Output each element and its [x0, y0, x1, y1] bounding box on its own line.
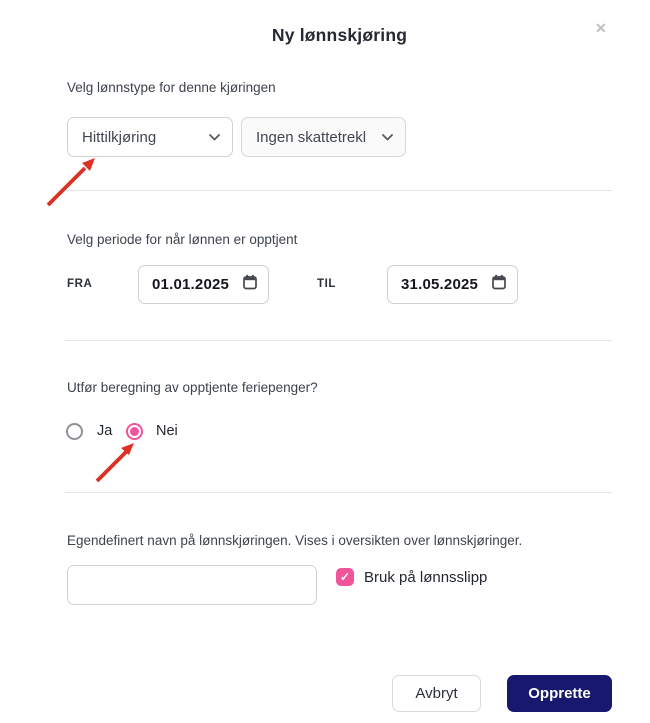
to-label: TIL	[317, 278, 337, 290]
salary-type-label: Velg lønnstype for denne kjøringen	[67, 80, 276, 95]
salary-type-select-value: Hittilkjøring	[82, 128, 157, 146]
radio-ja-label[interactable]: Ja	[97, 423, 113, 439]
holiday-pay-label: Utfør beregning av opptjente feriepenger?	[67, 380, 318, 395]
from-label: FRA	[67, 278, 93, 290]
close-icon[interactable]: ✕	[595, 20, 607, 36]
cancel-button[interactable]: Avbryt	[392, 675, 481, 712]
radio-nei-label[interactable]: Nei	[156, 423, 178, 439]
chevron-down-icon	[209, 128, 220, 146]
tax-deduction-select-value: Ingen skattetrekl	[256, 128, 367, 146]
payslip-checkbox-label[interactable]: Bruk på lønnsslipp	[364, 569, 488, 586]
radio-selected-dot	[130, 427, 139, 436]
custom-name-label: Egendefinert navn på lønnskjøringen. Vises i oversikten over lønnskjøringer.	[67, 533, 523, 548]
calendar-icon[interactable]	[242, 274, 258, 295]
red-arrow-annotation-nei-radio	[90, 436, 146, 488]
create-button[interactable]: Opprette	[507, 675, 612, 712]
divider	[65, 190, 612, 191]
checkmark-icon: ✓	[339, 570, 351, 584]
chevron-down-icon	[382, 128, 393, 146]
to-date-value: 31.05.2025	[401, 276, 479, 293]
calendar-icon[interactable]	[491, 274, 507, 295]
divider	[65, 492, 612, 493]
radio-ja[interactable]	[66, 423, 83, 440]
red-arrow-annotation-salary-type	[40, 142, 110, 212]
tax-deduction-select[interactable]	[241, 117, 406, 157]
period-label: Velg periode for når lønnen er opptjent	[67, 232, 298, 247]
from-date-value: 01.01.2025	[152, 276, 230, 293]
from-date-input[interactable]	[138, 265, 269, 304]
custom-name-input[interactable]	[67, 565, 317, 605]
to-date-input[interactable]	[387, 265, 518, 304]
payslip-checkbox[interactable]	[336, 568, 354, 586]
divider	[65, 340, 612, 341]
dialog-title: Ny lønnskjøring	[271, 25, 408, 45]
